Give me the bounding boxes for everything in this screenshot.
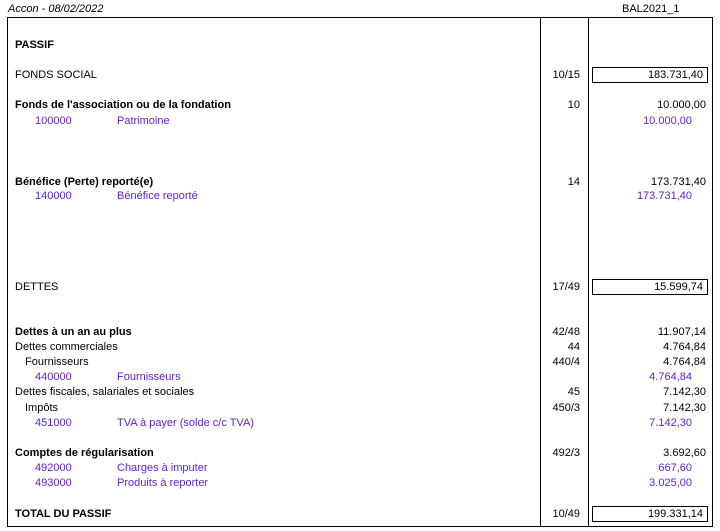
line-label: Impôts <box>25 402 59 414</box>
line-dettes-un-an <box>0 325 720 339</box>
line-code: 440/4 <box>552 356 580 368</box>
line-label: Fonds de l'association ou de la fondation <box>15 99 231 111</box>
total-amount-box: 199.331,14 <box>592 506 708 522</box>
section-label: FONDS SOCIAL <box>15 69 97 81</box>
account-row-100000 <box>0 114 720 128</box>
section-label: PASSIF <box>15 39 54 51</box>
line-amount: 10.000,00 <box>657 99 706 111</box>
line-label: Dettes commerciales <box>15 341 118 353</box>
account-amount: 7.142,30 <box>649 417 692 429</box>
line-label: Dettes à un an au plus <box>15 326 132 338</box>
section-fonds-social <box>0 68 720 82</box>
line-benefice-reporte <box>0 175 720 189</box>
total-code: 10/49 <box>552 508 580 520</box>
line-amount: 7.142,30 <box>663 402 706 414</box>
line-fournisseurs <box>0 355 720 369</box>
line-code: 45 <box>567 386 580 398</box>
line-amount: 3.692,60 <box>663 447 706 459</box>
account-amount: 4.764,84 <box>649 371 692 383</box>
account-amount: 173.731,40 <box>636 190 692 202</box>
section-label: DETTES <box>15 281 59 293</box>
report-date-header: Accon - 08/02/2022 <box>8 3 104 15</box>
line-label: Comptes de régularisation <box>15 447 154 459</box>
line-comptes-regularisation <box>0 446 720 460</box>
line-amount: 4.764,84 <box>663 341 706 353</box>
account-row-440000 <box>0 370 720 384</box>
section-passif <box>0 38 720 52</box>
account-name: Produits à reporter <box>117 477 209 489</box>
account-row-492000 <box>0 461 720 475</box>
section-dettes <box>0 280 720 294</box>
account-row-451000 <box>0 416 720 430</box>
account-row-493000 <box>0 476 720 490</box>
total-label: TOTAL DU PASSIF <box>15 508 112 520</box>
line-impots <box>0 401 720 415</box>
line-amount: 7.142,30 <box>663 386 706 398</box>
report-id-header: BAL2021_1 <box>622 3 680 15</box>
account-name: Charges à imputer <box>117 462 208 474</box>
line-label: Dettes fiscales, salariales et sociales <box>15 386 195 398</box>
account-number: 100000 <box>35 115 72 127</box>
line-code: 42/48 <box>552 326 580 338</box>
account-number: 140000 <box>35 190 72 202</box>
line-label: Fournisseurs <box>25 356 89 368</box>
account-number: 492000 <box>35 462 72 474</box>
line-code: 492/3 <box>552 447 580 459</box>
total-passif-row <box>0 507 720 521</box>
section-amount-box: 15.599,74 <box>592 279 708 295</box>
section-amount-box: 183.731,40 <box>592 67 708 83</box>
line-dettes-fiscales <box>0 385 720 399</box>
account-number: 493000 <box>35 477 72 489</box>
account-name: TVA à payer (solde c/c TVA) <box>117 417 254 429</box>
line-dettes-commerciales <box>0 340 720 354</box>
line-label: Bénéfice (Perte) reporté(e) <box>15 176 154 188</box>
line-code: 10 <box>567 99 580 111</box>
account-name: Bénéfice reporté <box>117 190 198 202</box>
line-code: 44 <box>567 341 580 353</box>
line-amount: 11.907,14 <box>657 326 706 338</box>
section-code: 17/49 <box>552 281 580 293</box>
line-amount: 4.764,84 <box>663 356 706 368</box>
section-code: 10/15 <box>552 69 580 81</box>
line-code: 14 <box>567 176 580 188</box>
account-amount: 667,60 <box>658 462 692 474</box>
account-row-140000 <box>0 189 720 203</box>
account-name: Fournisseurs <box>117 371 181 383</box>
account-amount: 10.000,00 <box>643 115 692 127</box>
line-code: 450/3 <box>552 402 580 414</box>
line-amount: 173.731,40 <box>650 176 706 188</box>
account-number: 440000 <box>35 371 72 383</box>
line-fonds-association <box>0 98 720 112</box>
account-amount: 3.025,00 <box>649 477 692 489</box>
account-number: 451000 <box>35 417 72 429</box>
account-name: Patrimoine <box>117 115 170 127</box>
